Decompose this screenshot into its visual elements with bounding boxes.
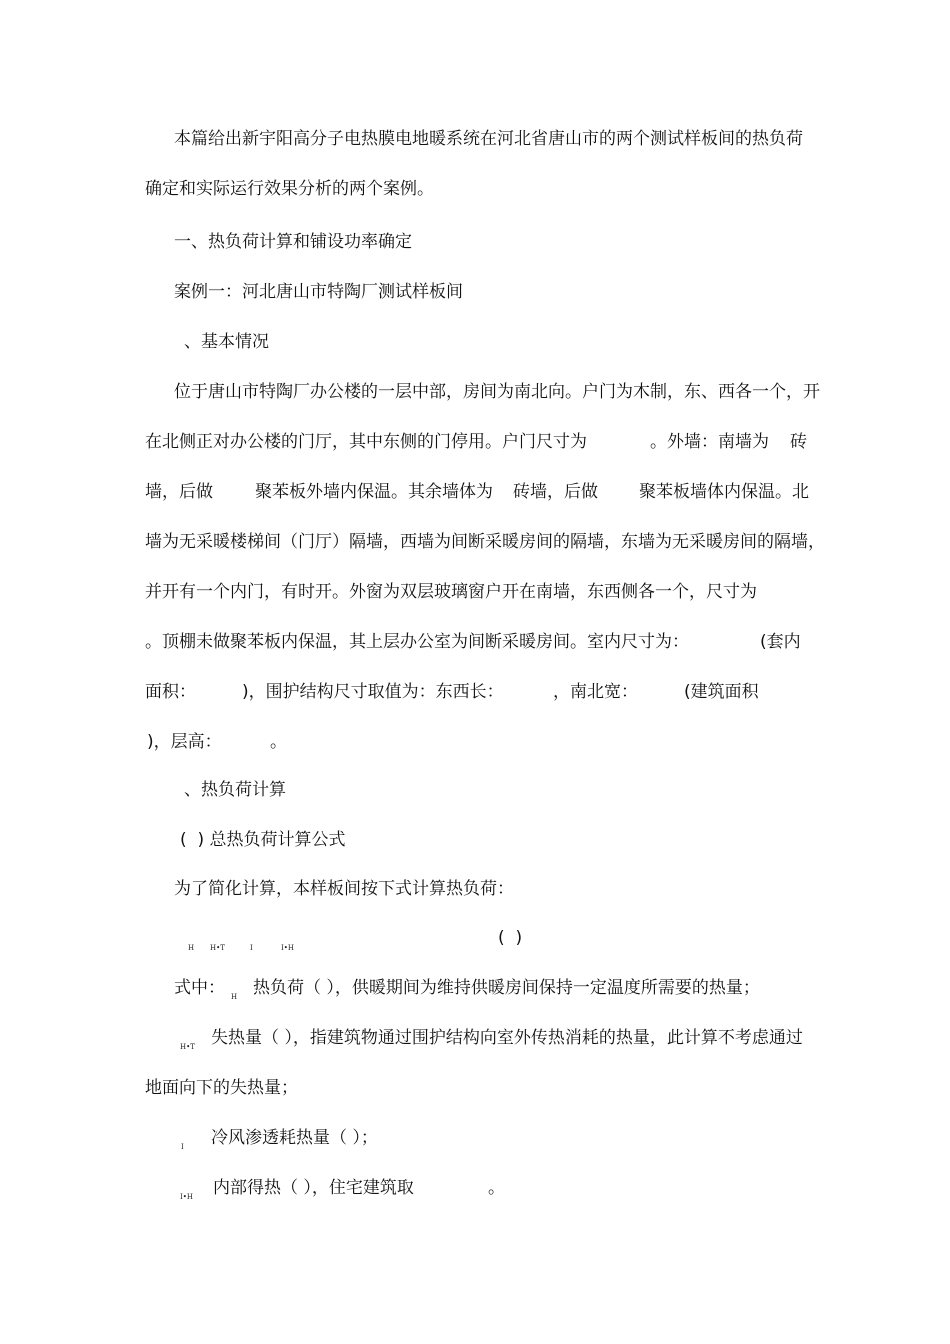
desc-line-2-part-c: 砖 [790, 432, 807, 452]
desc-line-3-part-b: 聚苯板外墙内保温。其余墙体为 [255, 482, 493, 502]
desc-line-8-part-a: )，层高： [147, 732, 222, 752]
infiltration-symbol: I [181, 1143, 184, 1151]
desc-line-1: 位于唐山市特陶厂办公楼的一层中部，房间为南北向。户门为木制，东、西各一个，开 [174, 382, 820, 402]
desc-line-3-part-a: 墙，后做 [145, 482, 213, 502]
formula-title: ( ) 总热负荷计算公式 [180, 830, 346, 850]
intro-paragraph-line-1: 本篇给出新宇阳高分子电热膜电地暖系统在河北省唐山市的两个测试样板间的热负荷 [174, 129, 803, 149]
case-heading: 案例一：河北唐山市特陶厂测试样板间 [174, 282, 463, 302]
desc-line-7-part-c: ，南北宽： [553, 682, 638, 702]
internal-gain-definition: 内部得热（ ），住宅建筑取 [213, 1178, 414, 1198]
desc-line-4: 墙为无采暖楼梯间（门厅）隔墙，西墙为间断采暖房间的隔墙，东墙为无采暖房间的隔墙， [145, 532, 825, 552]
equation-number: ( ) [498, 928, 523, 948]
desc-line-3-part-c: 砖墙，后做 [513, 482, 598, 502]
desc-line-8-part-b: 。 [270, 732, 287, 752]
subsection-basic: 、基本情况 [184, 332, 269, 352]
desc-line-7-part-d: (建筑面积 [684, 682, 759, 702]
infiltration-definition: 冷风渗透耗热量（ ）； [211, 1128, 378, 1148]
internal-gain-end: 。 [488, 1178, 505, 1198]
loss-definition-cont: 地面向下的失热量； [145, 1078, 298, 1098]
where-symbol: H [231, 993, 238, 1001]
equation-symbol-ht: H•T [210, 944, 225, 952]
desc-line-7-part-a: 面积： [145, 682, 196, 702]
equation-symbol-h: H [188, 944, 195, 952]
equation-symbol-i: I [250, 944, 253, 952]
where-label: 式中： [174, 978, 225, 998]
desc-line-5: 并开有一个内门，有时开。外窗为双层玻璃窗户开在南墙，东西侧各一个，尺寸为 [145, 582, 757, 602]
desc-line-6-part-b: (套内 [760, 632, 801, 652]
loss-symbol: H•T [180, 1043, 195, 1051]
desc-line-2-part-a: 在北侧正对办公楼的门厅，其中东侧的门停用。户门尺寸为 [145, 432, 587, 452]
simplify-text: 为了简化计算，本样板间按下式计算热负荷： [174, 879, 514, 899]
intro-paragraph-line-2: 确定和实际运行效果分析的两个案例。 [145, 179, 434, 199]
section-heading: 一、热负荷计算和铺设功率确定 [174, 232, 412, 252]
internal-gain-symbol: I•H [180, 1193, 193, 1201]
equation-symbol-ih: I•H [281, 944, 294, 952]
desc-line-7-part-b: )，围护结构尺寸取值为：东西长： [242, 682, 504, 702]
desc-line-6-part-a: 。顶棚未做聚苯板内保温，其上层办公室为间断采暖房间。室内尺寸为： [145, 632, 689, 652]
loss-definition: 失热量（ ），指建筑物通过围护结构向室外传热消耗的热量，此计算不考虑通过 [211, 1028, 803, 1048]
subsection-heat-calc: 、热负荷计算 [184, 780, 286, 800]
desc-line-2-part-b: 。外墙：南墙为 [650, 432, 769, 452]
desc-line-3-part-d: 聚苯板墙体内保温。北 [639, 482, 809, 502]
where-definition: 热负荷（ ），供暖期间为维持供暖房间保持一定温度所需要的热量； [253, 978, 760, 998]
